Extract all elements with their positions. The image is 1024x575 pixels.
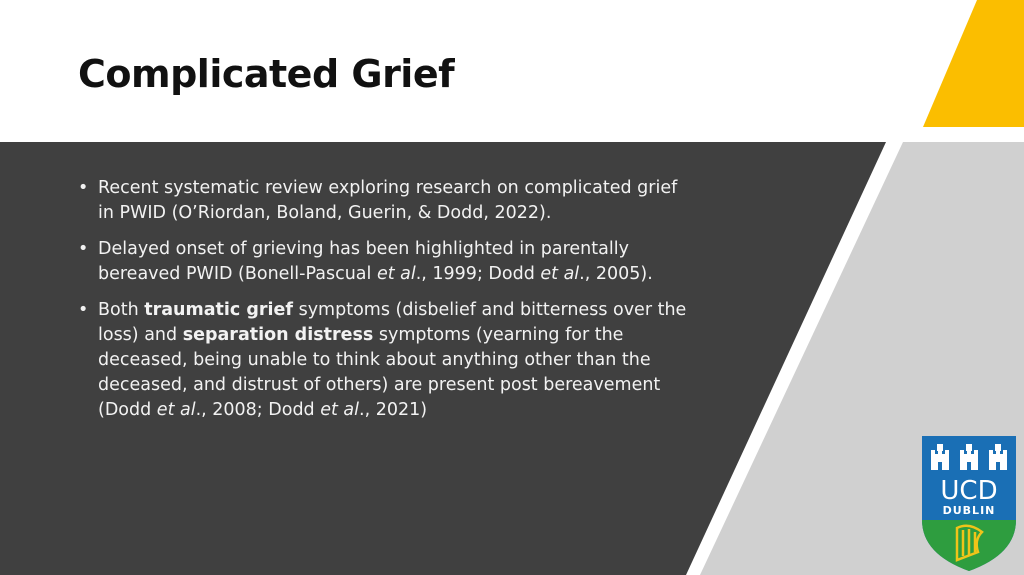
bullet-text: et al	[376, 264, 416, 284]
bullet-text: separation distress	[182, 325, 374, 345]
bullet-text: symptoms (disbelief and bitterness over the loss) and	[98, 300, 687, 345]
bullet-item	[78, 298, 688, 423]
accent-yellow-triangle	[923, 0, 1024, 127]
ucd-logo	[922, 436, 1016, 571]
bullet-text: ., 1999; Dodd	[415, 264, 541, 284]
bullet-item	[78, 176, 688, 226]
bullet-list	[78, 176, 688, 434]
bullet-text: Delayed onset of grieving has been highlighted in parentally bereaved PWID (Bonell-Pascual	[98, 239, 629, 284]
slide-title: Complicated Grief	[78, 52, 455, 96]
bullet-text: et al	[540, 264, 580, 284]
bullet-item	[78, 237, 688, 287]
bullet-text: symptoms (yearning for the deceased, being unable to think about anything other than the deceased, and distrust of others) are present post bereavement (Dodd	[98, 325, 661, 420]
bullet-text: Both	[98, 300, 145, 320]
bullet-text: ., 2021)	[359, 400, 428, 420]
bullet-text: et al	[320, 400, 360, 420]
logo-text-ucd: UCD	[940, 476, 998, 506]
bullet-text: et al	[156, 400, 196, 420]
bullet-text: Recent systematic review exploring research on complicated grief in PWID (O’Riordan, Boland, Guerin, & Dodd, 2022).	[98, 178, 678, 223]
bullet-text: ., 2005).	[579, 264, 653, 284]
bullet-text: ., 2008; Dodd	[195, 400, 321, 420]
logo-text-dublin: DUBLIN	[942, 504, 996, 517]
bullet-text: traumatic grief	[144, 300, 294, 320]
